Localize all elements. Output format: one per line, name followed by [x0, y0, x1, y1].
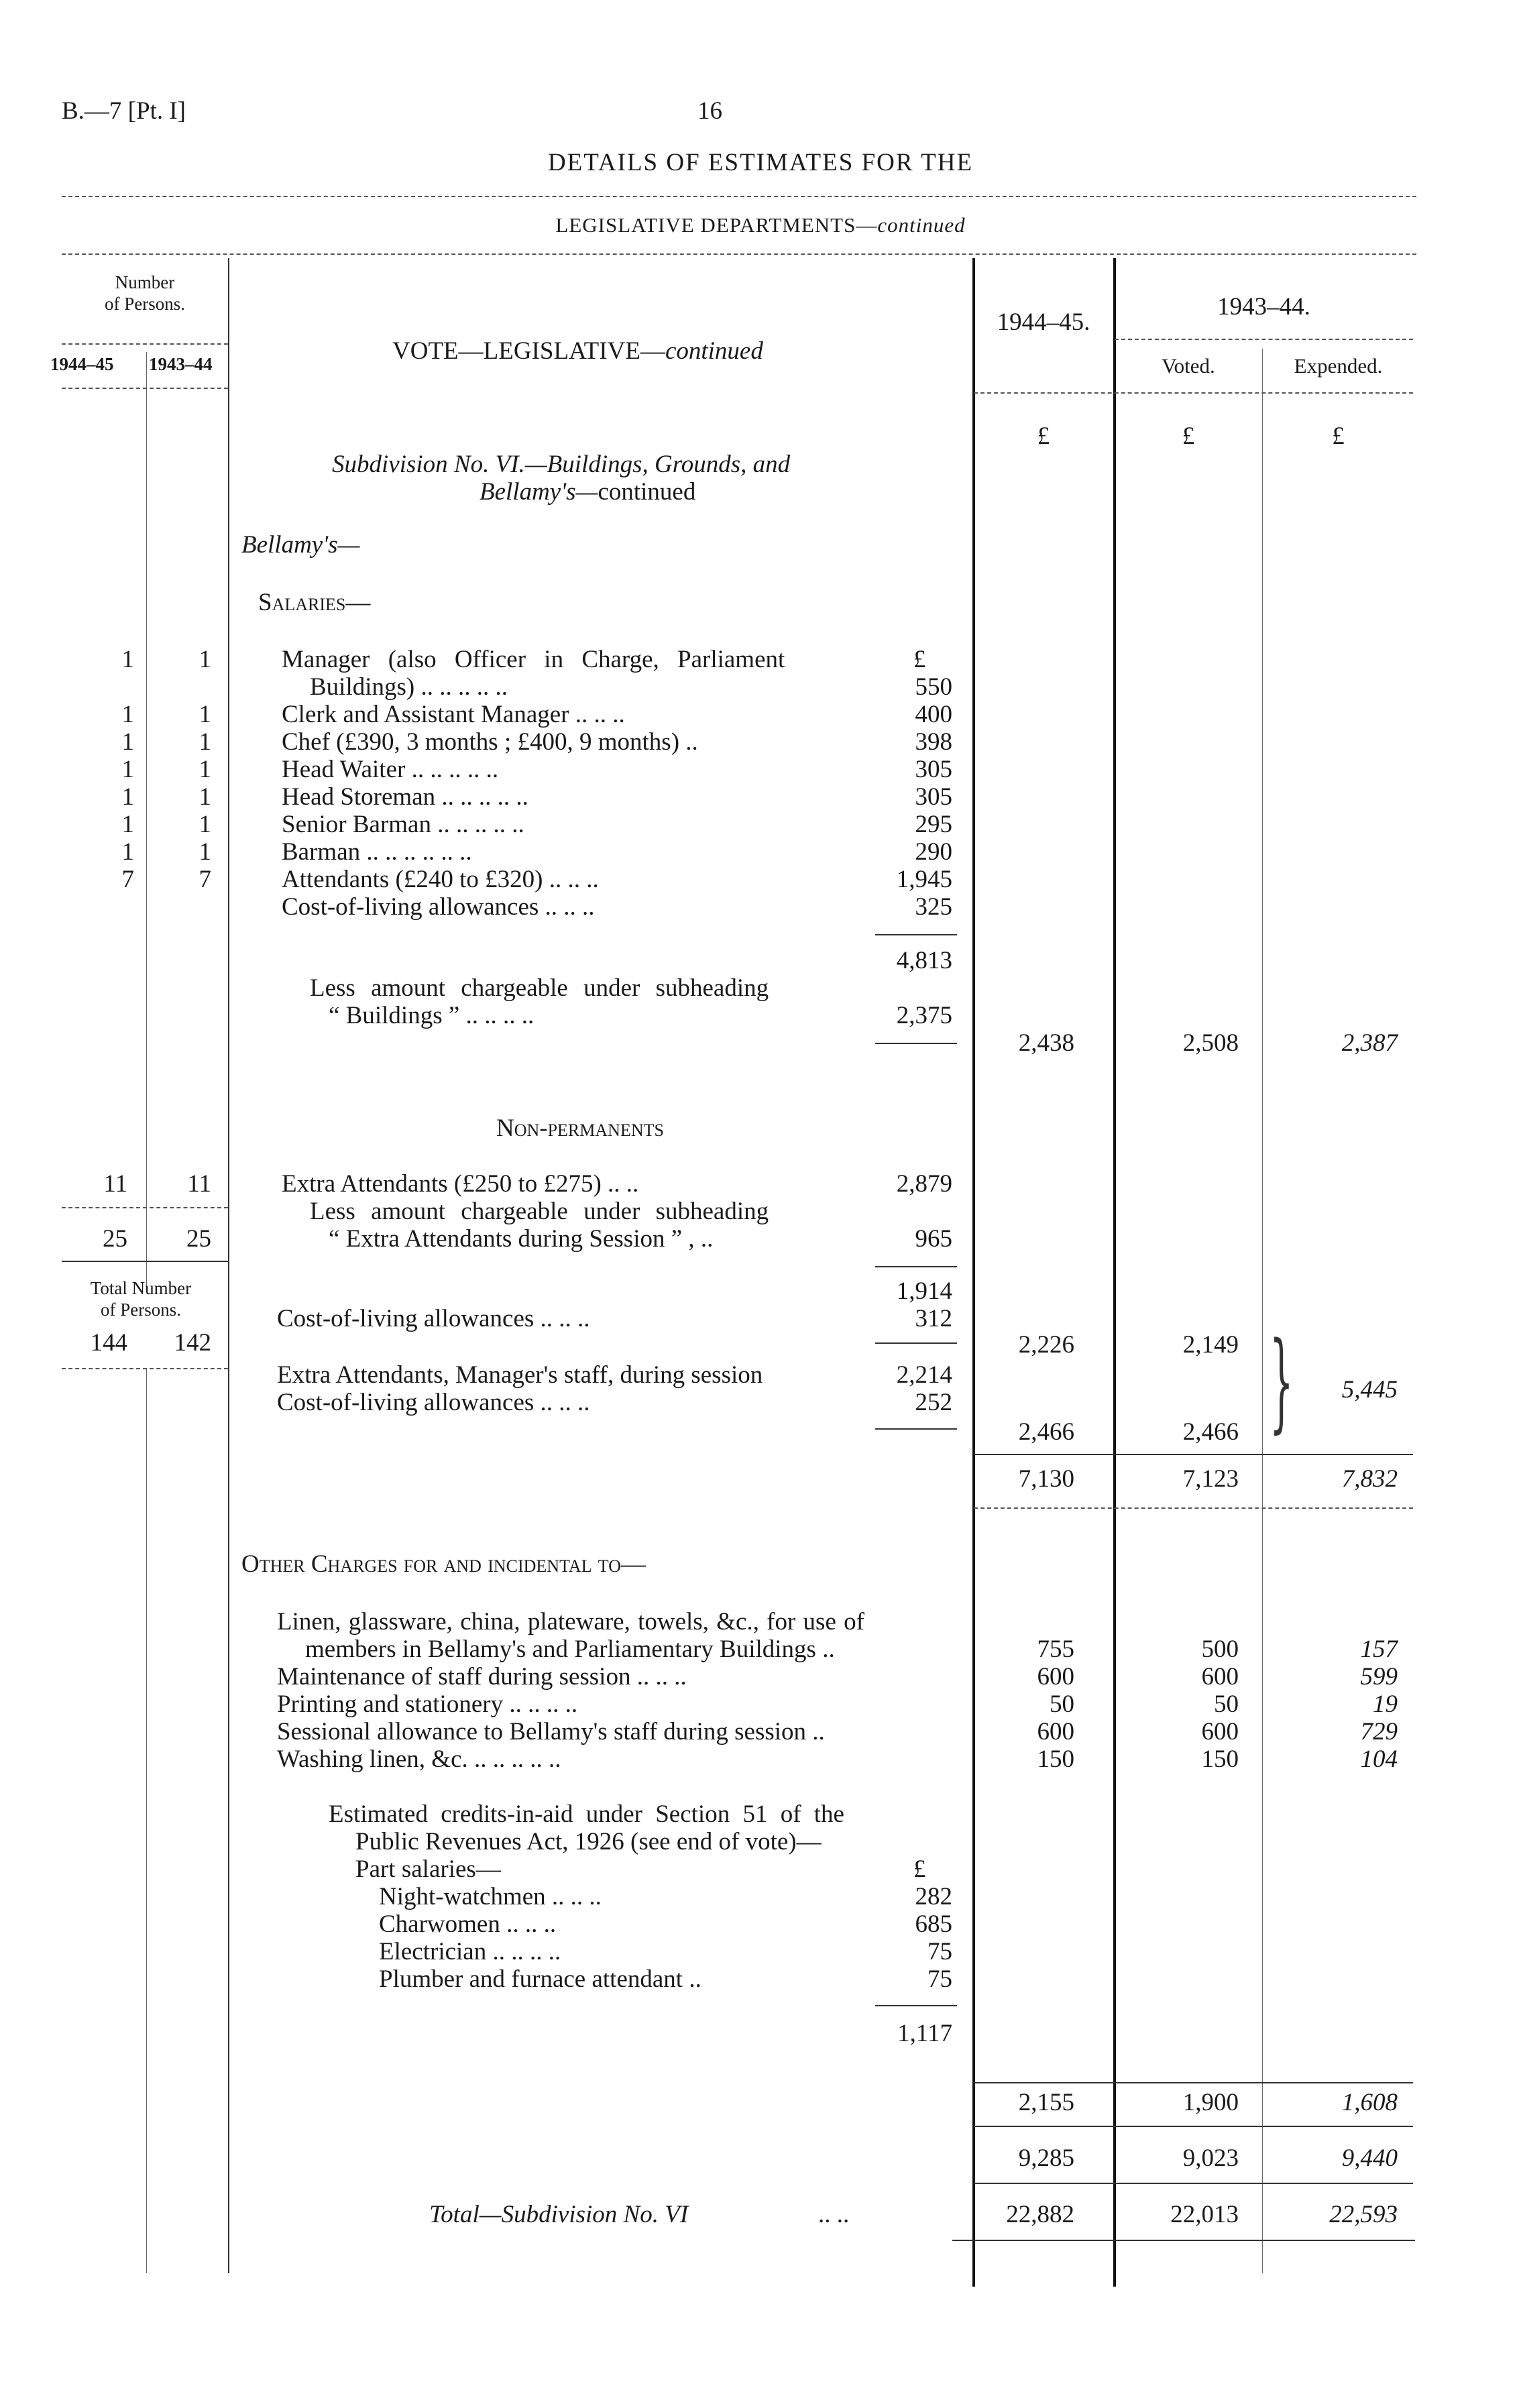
other-item-voted: 500: [1201, 1636, 1239, 1663]
salary-label: Barman .. .. .. .. .. ..: [282, 838, 472, 866]
other-charges-heading: Other Charges for and incidental to—: [241, 1550, 646, 1578]
page-reference: B.—7 [Pt. I]: [62, 97, 186, 125]
other-item-label: Linen, glassware, china, plateware, towels, &c., for use of: [277, 1608, 864, 1636]
other-total-voted: 1,900: [1182, 2089, 1239, 2116]
other-item-expended: 729: [1360, 1718, 1398, 1745]
other-item-expended: 104: [1360, 1745, 1398, 1773]
salaries-net-voted: 2,508: [1182, 1029, 1239, 1057]
extra-mgr-col-label: Cost-of-living allowances .. .. ..: [277, 1389, 590, 1416]
salary-n44: 1: [121, 838, 134, 866]
other-item-expended: 599: [1360, 1663, 1398, 1690]
non-perm-net2-current: 2,466: [1018, 1418, 1074, 1446]
other-item-voted: 600: [1201, 1718, 1239, 1745]
non-perm-col-label: Cost-of-living allowances .. .. ..: [277, 1305, 590, 1332]
credits-heading-cont: Public Revenues Act, 1926 (see end of vote)—: [355, 1828, 822, 1855]
salary-label: Manager (also Officer in Charge, Parliament: [282, 646, 785, 673]
pound-current: £: [1037, 422, 1050, 450]
salary-n44: 1: [121, 811, 134, 838]
pound-inner: £: [913, 646, 926, 673]
salary-label: Attendants (£240 to £320) .. .. ..: [282, 866, 599, 893]
other-item-current: 755: [1037, 1636, 1074, 1663]
salary-amount: 400: [915, 701, 952, 728]
credit-amount: 75: [927, 1965, 952, 1993]
other-item-label: Washing linen, &c. .. .. .. .. ..: [277, 1745, 561, 1773]
other-total-current: 2,155: [1018, 2089, 1074, 2116]
total-subdivision-current: 22,882: [1006, 2201, 1074, 2228]
grand-voted: 9,023: [1182, 2144, 1239, 2172]
salary-amount: 325: [915, 893, 952, 921]
non-perm-brace-expended: 5,445: [1341, 1376, 1398, 1403]
salary-n44: 1: [121, 783, 134, 811]
credit-label: Charwomen .. .. ..: [379, 1910, 557, 1938]
less-buildings-amount: 2,375: [896, 1002, 952, 1029]
salaries-heading: Salaries—: [258, 589, 371, 616]
total-persons-1943: 142: [174, 1329, 211, 1357]
extra-attendants-n44: 11: [103, 1170, 127, 1198]
right-brace-icon: }: [1270, 1318, 1294, 1444]
less-buildings-label: Less amount chargeable under subheading: [310, 974, 769, 1002]
salary-n44: 1: [121, 728, 134, 756]
other-item-label: Sessional allowance to Bellamy's staff during session ..: [277, 1718, 825, 1745]
extra-mgr-staff-amount: 2,214: [896, 1361, 952, 1389]
pound-credits: £: [913, 1855, 926, 1883]
salary-n44: 1: [121, 701, 134, 728]
salary-label: Head Storeman .. .. .. .. ..: [282, 783, 528, 811]
persons-column-divider: [228, 258, 229, 2273]
grand-expended: 9,440: [1341, 2144, 1398, 2172]
persons-col-1944: 1944–45: [50, 354, 114, 374]
total-subdivision-expended: 22,593: [1329, 2201, 1398, 2228]
pound-expended: £: [1332, 422, 1345, 450]
credit-label: Electrician .. .. .. ..: [379, 1938, 561, 1965]
other-item-current: 600: [1037, 1718, 1074, 1745]
total-persons-label: Total Number of Persons.: [90, 1278, 192, 1320]
non-perm-net1-voted: 2,149: [1182, 1331, 1239, 1359]
non-perm-net1-current: 2,226: [1018, 1331, 1074, 1359]
non-perm-col-amount: 312: [915, 1305, 952, 1332]
page-title: DETAILS OF ESTIMATES FOR THE: [547, 149, 974, 176]
persons-total-b: 25: [186, 1225, 211, 1253]
credits-heading: Estimated credits-in-aid under Section 51 of the: [329, 1800, 844, 1828]
non-perm-subtotal: 1,914: [896, 1277, 952, 1305]
extra-mgr-staff-label: Extra Attendants, Manager's staff, during session: [277, 1361, 763, 1389]
extra-attendants-n43: 11: [187, 1170, 211, 1198]
salary-label: Head Waiter .. .. .. .. ..: [282, 756, 499, 783]
non-perm-total-expended: 7,832: [1341, 1465, 1398, 1493]
salary-label: Cost-of-living allowances .. .. ..: [282, 893, 595, 921]
non-perm-net2-voted: 2,466: [1182, 1418, 1239, 1446]
salary-label: Clerk and Assistant Manager .. .. ..: [282, 701, 625, 728]
salary-amount: 398: [915, 728, 952, 756]
other-item-expended: 19: [1373, 1690, 1398, 1718]
salary-n44: 1: [121, 756, 134, 783]
persons-col-1943: 1943–44: [149, 354, 213, 374]
salary-n44: 1: [121, 646, 134, 673]
pound-voted: £: [1182, 422, 1195, 450]
total-subdivision-voted: 22,013: [1170, 2201, 1239, 2228]
persons-heading: Number of Persons.: [105, 272, 185, 314]
expended-heading: Expended.: [1294, 354, 1383, 378]
credit-amount: 282: [915, 1883, 952, 1910]
salary-n43: 7: [199, 866, 211, 893]
credits-total: 1,117: [897, 2020, 952, 2047]
salary-n43: 1: [199, 756, 211, 783]
page-number: 16: [697, 97, 722, 125]
salary-amount: 295: [915, 811, 952, 838]
other-item-current: 150: [1037, 1745, 1074, 1773]
other-item-label: Maintenance of staff during session .. .. ..: [277, 1663, 687, 1690]
salary-n43: 1: [199, 811, 211, 838]
credit-label: Plumber and furnace attendant ..: [379, 1965, 701, 1993]
salary-amount: 305: [915, 783, 952, 811]
page-subtitle: LEGISLATIVE DEPARTMENTS—continued: [555, 213, 966, 237]
extra-mgr-col-amount: 252: [915, 1389, 952, 1416]
subdivision-heading-line2: Bellamy's—continued: [480, 478, 696, 506]
less-extra-amount: 965: [915, 1225, 952, 1253]
total-subdivision-leader: .. ..: [818, 2201, 850, 2228]
total-persons-1944: 144: [90, 1329, 127, 1357]
bellamys-heading: Bellamy's—: [241, 531, 360, 559]
other-item-current: 50: [1050, 1690, 1074, 1718]
grand-current: 9,285: [1018, 2144, 1074, 2172]
other-item-current: 600: [1037, 1663, 1074, 1690]
credit-amount: 685: [915, 1910, 952, 1938]
salary-n43: 1: [199, 838, 211, 866]
other-item-label: Printing and stationery .. .. .. ..: [277, 1690, 578, 1718]
non-perm-total-current: 7,130: [1018, 1465, 1074, 1493]
part-salaries-heading: Part salaries—: [355, 1855, 501, 1883]
salaries-net-current: 2,438: [1018, 1029, 1074, 1057]
less-buildings-label-cont: “ Buildings ” .. .. .. ..: [329, 1002, 534, 1029]
salary-n43: 1: [199, 701, 211, 728]
year-prev-heading: 1943–44.: [1217, 293, 1310, 321]
non-perm-total-voted: 7,123: [1182, 1465, 1239, 1493]
salary-amount: 290: [915, 838, 952, 866]
salary-label-cont: Buildings) .. .. .. .. ..: [310, 673, 508, 701]
salary-amount: 550: [915, 673, 952, 701]
salaries-subtotal: 4,813: [896, 947, 952, 974]
salary-n44: 7: [121, 866, 134, 893]
salary-n43: 1: [199, 728, 211, 756]
total-subdivision-label: Total—Subdivision No. VI: [429, 2201, 689, 2228]
salary-amount: 1,945: [896, 866, 952, 893]
less-extra-label-cont: “ Extra Attendants during Session ” , ..: [329, 1225, 714, 1253]
other-item-voted: 600: [1201, 1663, 1239, 1690]
salaries-net-expended: 2,387: [1341, 1029, 1398, 1057]
non-permanents-heading: Non-permanents: [496, 1114, 664, 1142]
extra-attendants-label: Extra Attendants (£250 to £275) .. ..: [282, 1170, 639, 1198]
voted-heading: Voted.: [1162, 354, 1215, 378]
vote-heading: VOTE—LEGISLATIVE—continued: [392, 337, 763, 365]
salary-label: Chef (£390, 3 months ; £400, 9 months) ..: [282, 728, 698, 756]
salary-n43: 1: [199, 646, 211, 673]
other-total-expended: 1,608: [1341, 2089, 1398, 2116]
subdivision-heading-line1: Subdivision No. VI.—Buildings, Grounds, and: [332, 451, 791, 478]
other-item-voted: 150: [1201, 1745, 1239, 1773]
voted-column-border: [1113, 258, 1116, 2287]
salary-label: Senior Barman .. .. .. .. ..: [282, 811, 524, 838]
credit-amount: 75: [927, 1938, 952, 1965]
current-year-column-border: [972, 258, 975, 2287]
salary-n43: 1: [199, 783, 211, 811]
extra-attendants-amount: 2,879: [896, 1170, 952, 1198]
other-item-expended: 157: [1360, 1636, 1398, 1663]
credit-label: Night-watchmen .. .. ..: [379, 1883, 602, 1910]
other-item-voted: 50: [1214, 1690, 1239, 1718]
less-extra-label: Less amount chargeable under subheading: [310, 1198, 769, 1225]
salary-amount: 305: [915, 756, 952, 783]
other-item-label-cont: members in Bellamy's and Parliamentary Buildings ..: [305, 1636, 835, 1663]
year-current-heading: 1944–45.: [997, 308, 1090, 336]
persons-total-a: 25: [103, 1225, 127, 1253]
